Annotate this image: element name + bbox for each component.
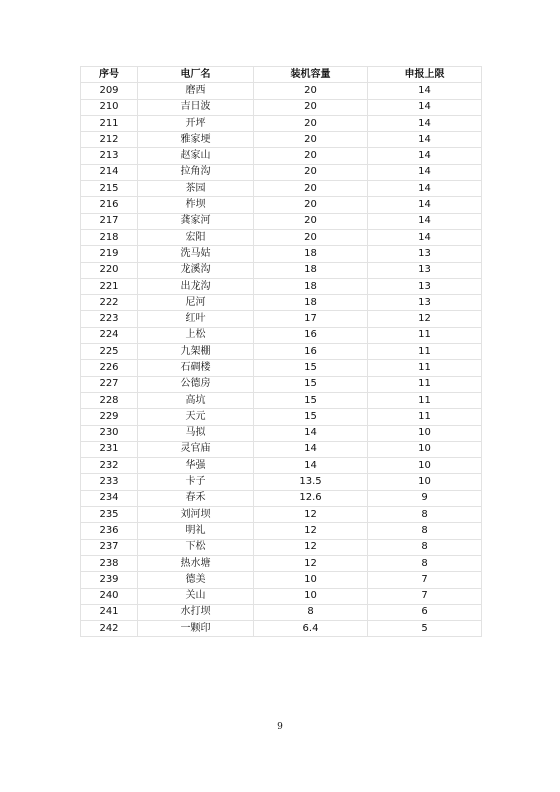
cell-installed-capacity: 20 — [254, 83, 368, 99]
cell-plant-name: 水打坝 — [138, 604, 254, 620]
table-row — [81, 197, 482, 213]
cell-serial-number: 209 — [81, 83, 138, 99]
table-row — [81, 425, 482, 441]
cell-declaration-limit: 13 — [368, 262, 482, 278]
table-row — [81, 441, 482, 457]
table-row — [81, 360, 482, 376]
table-row — [81, 588, 482, 604]
cell-declaration-limit: 11 — [368, 327, 482, 343]
header-plant-name: 电厂名 — [138, 67, 254, 83]
cell-serial-number: 221 — [81, 278, 138, 294]
cell-installed-capacity: 12 — [254, 523, 368, 539]
cell-installed-capacity: 20 — [254, 132, 368, 148]
table-row — [81, 181, 482, 197]
cell-plant-name: 雅家埂 — [138, 132, 254, 148]
cell-plant-name: 马拟 — [138, 425, 254, 441]
cell-declaration-limit: 13 — [368, 295, 482, 311]
cell-serial-number: 218 — [81, 229, 138, 245]
cell-installed-capacity: 14 — [254, 458, 368, 474]
cell-plant-name: 拉角沟 — [138, 164, 254, 180]
cell-installed-capacity: 8 — [254, 604, 368, 620]
cell-plant-name: 宏阳 — [138, 229, 254, 245]
cell-serial-number: 240 — [81, 588, 138, 604]
table-row — [81, 458, 482, 474]
cell-plant-name: 一颗印 — [138, 621, 254, 637]
table-row — [81, 572, 482, 588]
table-row — [81, 409, 482, 425]
table-row — [81, 490, 482, 506]
cell-declaration-limit: 12 — [368, 311, 482, 327]
table-header-row — [81, 67, 482, 83]
cell-serial-number: 233 — [81, 474, 138, 490]
cell-installed-capacity: 16 — [254, 327, 368, 343]
cell-installed-capacity: 15 — [254, 376, 368, 392]
cell-serial-number: 238 — [81, 555, 138, 571]
cell-installed-capacity: 14 — [254, 441, 368, 457]
cell-serial-number: 229 — [81, 409, 138, 425]
cell-declaration-limit: 8 — [368, 555, 482, 571]
cell-installed-capacity: 20 — [254, 197, 368, 213]
cell-declaration-limit: 11 — [368, 392, 482, 408]
cell-serial-number: 222 — [81, 295, 138, 311]
cell-installed-capacity: 13.5 — [254, 474, 368, 490]
cell-declaration-limit: 13 — [368, 278, 482, 294]
cell-plant-name: 龚家河 — [138, 213, 254, 229]
cell-installed-capacity: 20 — [254, 181, 368, 197]
header-serial-number: 序号 — [81, 67, 138, 83]
cell-plant-name: 高坑 — [138, 392, 254, 408]
cell-serial-number: 231 — [81, 441, 138, 457]
cell-plant-name: 热水塘 — [138, 555, 254, 571]
cell-declaration-limit: 10 — [368, 425, 482, 441]
cell-declaration-limit: 13 — [368, 246, 482, 262]
cell-plant-name: 卡子 — [138, 474, 254, 490]
table-row — [81, 507, 482, 523]
cell-plant-name: 磨西 — [138, 83, 254, 99]
cell-serial-number: 226 — [81, 360, 138, 376]
cell-plant-name: 石碉楼 — [138, 360, 254, 376]
table-row — [81, 99, 482, 115]
table-row — [81, 539, 482, 555]
cell-plant-name: 关山 — [138, 588, 254, 604]
cell-serial-number: 223 — [81, 311, 138, 327]
cell-plant-name: 公德房 — [138, 376, 254, 392]
cell-declaration-limit: 6 — [368, 604, 482, 620]
table-row — [81, 164, 482, 180]
cell-serial-number: 235 — [81, 507, 138, 523]
cell-declaration-limit: 14 — [368, 148, 482, 164]
cell-serial-number: 219 — [81, 246, 138, 262]
table-row — [81, 392, 482, 408]
cell-declaration-limit: 14 — [368, 132, 482, 148]
cell-installed-capacity: 12 — [254, 507, 368, 523]
table-row — [81, 474, 482, 490]
cell-installed-capacity: 18 — [254, 262, 368, 278]
cell-plant-name: 龙溪沟 — [138, 262, 254, 278]
cell-serial-number: 239 — [81, 572, 138, 588]
cell-declaration-limit: 14 — [368, 99, 482, 115]
cell-serial-number: 210 — [81, 99, 138, 115]
cell-installed-capacity: 10 — [254, 572, 368, 588]
table-row — [81, 621, 482, 637]
cell-serial-number: 225 — [81, 344, 138, 360]
cell-installed-capacity: 18 — [254, 246, 368, 262]
power-plant-table — [80, 66, 482, 637]
cell-installed-capacity: 20 — [254, 213, 368, 229]
cell-installed-capacity: 20 — [254, 164, 368, 180]
cell-plant-name: 赵家山 — [138, 148, 254, 164]
table-row — [81, 523, 482, 539]
cell-serial-number: 241 — [81, 604, 138, 620]
cell-plant-name: 九架棚 — [138, 344, 254, 360]
cell-installed-capacity: 20 — [254, 229, 368, 245]
cell-installed-capacity: 20 — [254, 99, 368, 115]
cell-plant-name: 红叶 — [138, 311, 254, 327]
table-row — [81, 115, 482, 131]
cell-serial-number: 215 — [81, 181, 138, 197]
table-row — [81, 213, 482, 229]
cell-plant-name: 洗马姑 — [138, 246, 254, 262]
cell-installed-capacity: 20 — [254, 115, 368, 131]
table-row — [81, 376, 482, 392]
cell-serial-number: 214 — [81, 164, 138, 180]
table-row — [81, 246, 482, 262]
cell-declaration-limit: 7 — [368, 572, 482, 588]
page-number: 9 — [277, 722, 283, 732]
cell-declaration-limit: 14 — [368, 83, 482, 99]
cell-plant-name: 德美 — [138, 572, 254, 588]
cell-declaration-limit: 14 — [368, 197, 482, 213]
table-row — [81, 311, 482, 327]
cell-plant-name: 茶园 — [138, 181, 254, 197]
cell-plant-name: 吉日波 — [138, 99, 254, 115]
cell-installed-capacity: 16 — [254, 344, 368, 360]
cell-declaration-limit: 7 — [368, 588, 482, 604]
cell-plant-name: 开坪 — [138, 115, 254, 131]
table-row — [81, 295, 482, 311]
table-body — [81, 83, 482, 637]
cell-serial-number: 230 — [81, 425, 138, 441]
cell-declaration-limit: 11 — [368, 344, 482, 360]
cell-declaration-limit: 14 — [368, 181, 482, 197]
table-row — [81, 83, 482, 99]
cell-plant-name: 上松 — [138, 327, 254, 343]
cell-serial-number: 217 — [81, 213, 138, 229]
cell-plant-name: 华强 — [138, 458, 254, 474]
cell-plant-name: 春禾 — [138, 490, 254, 506]
table-row — [81, 229, 482, 245]
cell-serial-number: 237 — [81, 539, 138, 555]
cell-plant-name: 出龙沟 — [138, 278, 254, 294]
cell-declaration-limit: 14 — [368, 164, 482, 180]
cell-installed-capacity: 14 — [254, 425, 368, 441]
cell-declaration-limit: 5 — [368, 621, 482, 637]
cell-plant-name: 下松 — [138, 539, 254, 555]
cell-installed-capacity: 12.6 — [254, 490, 368, 506]
cell-plant-name: 明礼 — [138, 523, 254, 539]
table-row — [81, 278, 482, 294]
cell-plant-name: 刘河坝 — [138, 507, 254, 523]
cell-declaration-limit: 14 — [368, 115, 482, 131]
table-row — [81, 555, 482, 571]
cell-serial-number: 242 — [81, 621, 138, 637]
table-row — [81, 327, 482, 343]
cell-installed-capacity: 20 — [254, 148, 368, 164]
table-row — [81, 604, 482, 620]
cell-plant-name: 天元 — [138, 409, 254, 425]
cell-plant-name: 柞坝 — [138, 197, 254, 213]
cell-installed-capacity: 18 — [254, 295, 368, 311]
cell-serial-number: 228 — [81, 392, 138, 408]
cell-installed-capacity: 6.4 — [254, 621, 368, 637]
cell-declaration-limit: 9 — [368, 490, 482, 506]
cell-declaration-limit: 14 — [368, 213, 482, 229]
cell-declaration-limit: 10 — [368, 458, 482, 474]
cell-declaration-limit: 14 — [368, 229, 482, 245]
header-declaration-limit: 申报上限 — [368, 67, 482, 83]
cell-serial-number: 224 — [81, 327, 138, 343]
cell-declaration-limit: 8 — [368, 507, 482, 523]
cell-declaration-limit: 11 — [368, 409, 482, 425]
cell-installed-capacity: 15 — [254, 360, 368, 376]
cell-serial-number: 234 — [81, 490, 138, 506]
header-installed-capacity: 装机容量 — [254, 67, 368, 83]
table-row — [81, 148, 482, 164]
cell-installed-capacity: 18 — [254, 278, 368, 294]
cell-serial-number: 227 — [81, 376, 138, 392]
cell-installed-capacity: 12 — [254, 555, 368, 571]
cell-serial-number: 220 — [81, 262, 138, 278]
table-row — [81, 344, 482, 360]
cell-plant-name: 尼河 — [138, 295, 254, 311]
cell-installed-capacity: 15 — [254, 392, 368, 408]
cell-declaration-limit: 11 — [368, 360, 482, 376]
cell-serial-number: 232 — [81, 458, 138, 474]
cell-declaration-limit: 11 — [368, 376, 482, 392]
table-row — [81, 262, 482, 278]
cell-serial-number: 211 — [81, 115, 138, 131]
cell-installed-capacity: 12 — [254, 539, 368, 555]
cell-declaration-limit: 8 — [368, 523, 482, 539]
cell-installed-capacity: 15 — [254, 409, 368, 425]
cell-declaration-limit: 10 — [368, 474, 482, 490]
cell-declaration-limit: 10 — [368, 441, 482, 457]
cell-installed-capacity: 17 — [254, 311, 368, 327]
cell-serial-number: 236 — [81, 523, 138, 539]
cell-serial-number: 212 — [81, 132, 138, 148]
cell-plant-name: 灵官庙 — [138, 441, 254, 457]
cell-serial-number: 216 — [81, 197, 138, 213]
cell-serial-number: 213 — [81, 148, 138, 164]
cell-installed-capacity: 10 — [254, 588, 368, 604]
table-row — [81, 132, 482, 148]
cell-declaration-limit: 8 — [368, 539, 482, 555]
